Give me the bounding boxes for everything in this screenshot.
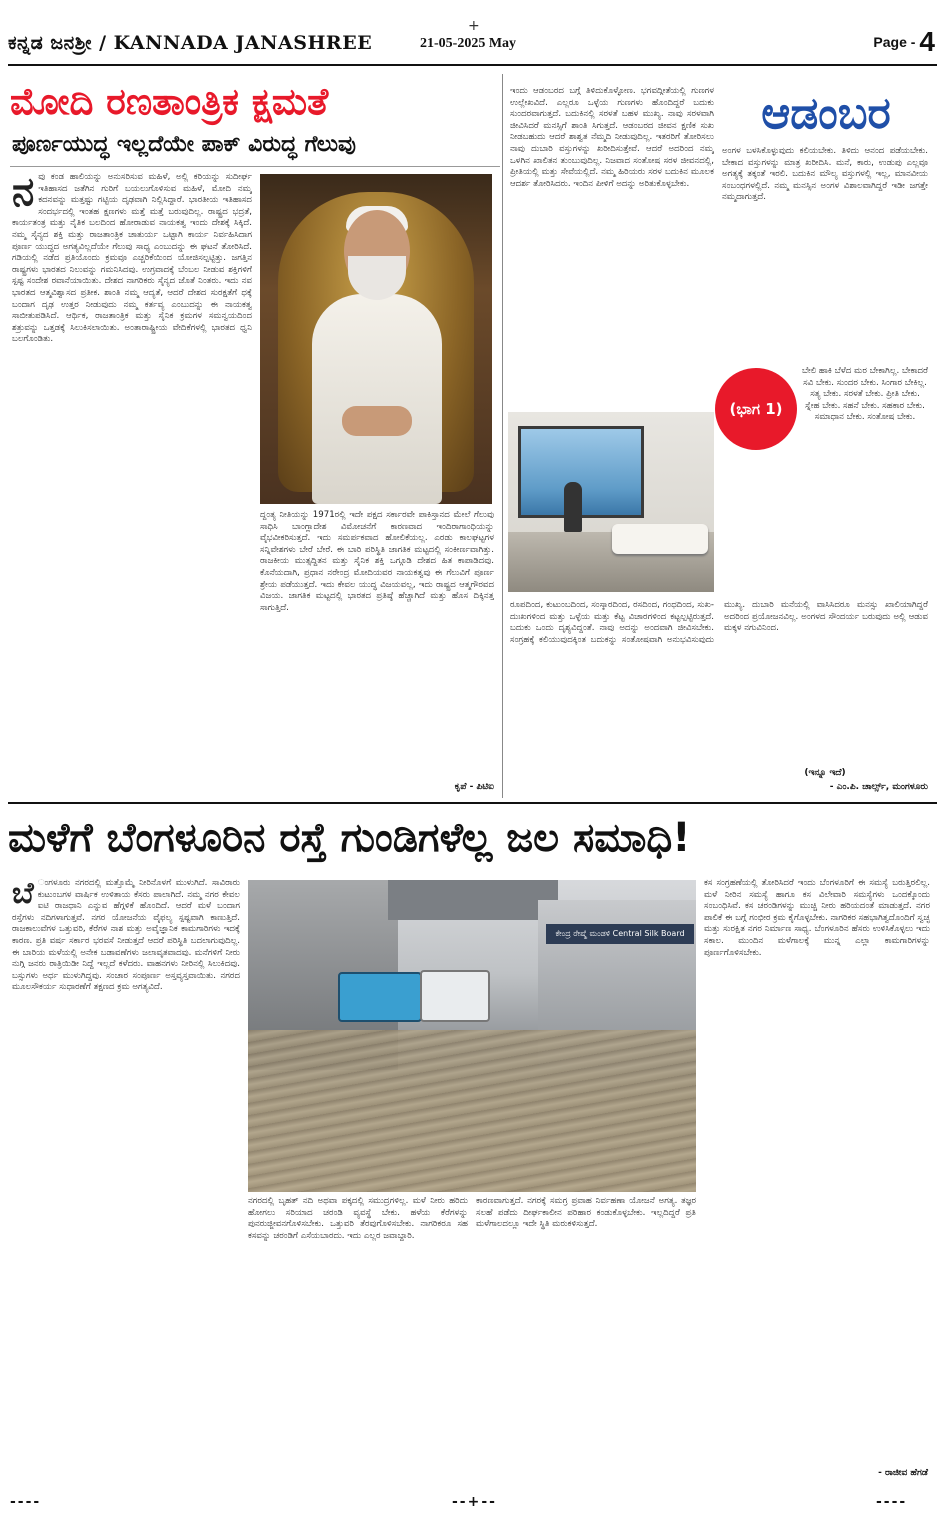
column-divider — [502, 74, 503, 798]
modi-headline: ಮೋದಿ ರಣತಾಂತ್ರಿಕ ಕ್ಷಮತೆ — [10, 80, 329, 123]
crop-mark-bottom-right: ---- — [876, 1494, 908, 1510]
page-number: 4 — [919, 26, 935, 57]
part-badge: (ಭಾಗ 1) — [715, 368, 797, 450]
adambara-col3-text: ಬೇಲಿ ಹಾಕಿ ಬೆಳೆದ ಮರ ಬೇಕಾಗಿಲ್ಲ. ಬೇಕಾದರೆ ಸವಿ ಬೇಕು. ಸುಂದರ ಬೇಕು. ಸಿಂಗಾರ ಬೇಕಿಲ್ಲ. ಸತ್ಯ ಬೇಕು. ಸರಳತೆ ಬೇಕು. ಪ್ರೀತಿ ಬೇಕು. ಸ್ನೇಹ ಬೇಕು. ಸಹನೆ ಬೇಕು. ಸಹಕಾರ ಬೇಕು. ಸಮಾಧಾನ ಬೇಕು. ಸಂತೋಷ ಬೇಕು. — [802, 366, 928, 423]
signboard: ಕೇಂದ್ರ ರೇಷ್ಮೆ ಮಂಡಳಿ Central Silk Board — [546, 924, 694, 944]
modi-column-2 — [260, 510, 494, 780]
metro-structure — [388, 880, 558, 920]
modi-col2-text: ದ್ದಂತ್ಯ ನೀತಿಯನ್ನು 1971ರಲ್ಲಿ ಇದೇ ಪಕ್ಷದ ಸರ್ಕಾರವೇ ಪಾಕಿಸ್ತಾನದ ಮೇಲೆ ಗೆಲುವು ಸಾಧಿಸಿ ಬಾಂಗ್ಲಾದೇಶ ವಿಮೋಚನೆಗೆ ಕಾರಣವಾದ ಇಂದಿರಾಗಾಂಧಿಯನ್ನು ವೈಭವೀಕರಿಸುತ್ತದೆ. ಇದು ಸಮರ್ಪಕವಾದ ಹೋಲಿಕೆಯಲ್ಲ. ಎರಡು ಕಾಲಘಟ್ಟಗಳ ಸನ್ನಿವೇಶಗಳು ಬೇರೆ ಬೇರೆ. ಈ ಬಾರಿ ಪರಿಸ್ಥಿತಿ ಜಾಗತಿಕ ಮಟ್ಟದಲ್ಲಿ ಸಂಕೀರ್ಣವಾಗಿತ್ತು. ರಾಜಕೀಯ ಮುತ್ಸದ್ದಿತನ ಮತ್ತು ಸೈನಿಕ ಶಕ್ತಿ ಒಗ್ಗೂಡಿ ದೇಶದ ಹಿತ ಕಾಪಾಡಿದವು. ಕೊನೆಯದಾಗಿ, ಪ್ರಧಾನ ನರೇಂದ್ರ ಮೋದಿಯವರ ನಾಯಕತ್ವವು ಈ ಗೆಲುವಿಗೆ ಪೂರ್ಣ ಶ್ರೇಯ ಪಡೆಯುತ್ತದೆ. ಇದು ಕೇವಲ ಯುದ್ಧ ವಿಜಯವಲ್ಲ, ಇದು ರಾಷ್ಟ್ರದ ಆತ್ಮಗೌರವದ ವಿಜಯ. ಜಾಗತಿಕ ಮಟ್ಟದಲ್ಲಿ ಭಾರತದ ಪ್ರತಿಷ್ಠೆ ಹೆಚ್ಚಾಗಿದೆ ಮತ್ತು ಹೊಸ ದಿಕ್ಕಿನತ್ತ ಸಾಗುತ್ತಿದೆ. — [260, 510, 494, 613]
adambara-column-3 — [802, 366, 928, 596]
modi-column-1 — [12, 172, 252, 794]
rain-col4-text: ಕಸ ಸಂಗ್ರಹಣೆಯಲ್ಲಿ ತೋರಿಸಿದರೆ ಇಂದು ಬೆಂಗಳೂರಿಗೆ ಈ ಸಮಸ್ಯೆ ಬರುತ್ತಿರಲಿಲ್ಲ. ಮಳೆ ನೀರಿನ ಸಮಸ್ಯೆ ಹಾಗೂ ಕಸ ವಿಲೇವಾರಿ ಸಮಸ್ಯೆಗಳು ಒಂದಕ್ಕೊಂದು ಸಂಬಂಧಿಸಿವೆ. ಕಸ ಚರಂಡಿಗಳನ್ನು ಮುಚ್ಚಿ ನೀರು ಹರಿಯದಂತೆ ಮಾಡುತ್ತದೆ. ನಗರ ಪಾಲಿಕೆ ಈ ಬಗ್ಗೆ ಗಂಭೀರ ಕ್ರಮ ಕೈಗೊಳ್ಳಬೇಕು. ನಾಗರಿಕರ ಸಹಭಾಗಿತ್ವದೊಂದಿಗೆ ಸ್ವಚ್ಛ ಮತ್ತು ಸುರಕ್ಷಿತ ನಗರ ನಿರ್ಮಾಣ ಸಾಧ್ಯ. ಬೆಂಗಳೂರಿನ ಹೆಸರು ಉಳಿಸಿಕೊಳ್ಳಲು ಇದು ಸಕಾಲ. ಮುಂದಿನ ಮಳೆಗಾಲಕ್ಕೆ ಮುನ್ನ ಎಲ್ಲಾ ಕಾಮಗಾರಿಗಳನ್ನು ಪೂರ್ಣಗೊಳಿಸಬೇಕು. — [704, 878, 930, 958]
flood-water — [248, 1030, 696, 1192]
modi-byline: ಕೃಪೆ - ಪಿಟಿಐ — [454, 782, 494, 792]
dropcap: ನ — [12, 172, 35, 215]
rain-col1-text: ಂಗಳೂರು ನಗರದಲ್ಲಿ ಮತ್ತೊಮ್ಮೆ ನೀರಿನೊಳಗೆ ಮುಳುಗಿದೆ. ಸಾವಿರಾರು ಕುಟುಂಬಗಳ ವಾರ್ಷಿಕ ಉಳಿತಾಯ ಕೆಸರು ಪಾಲಾಗಿದೆ. ನಮ್ಮ ನಗರ ಕೇವಲ ಐಟಿ ರಾಜಧಾನಿ ಎನ್ನುವ ಹೆಗ್ಗಳಿಕೆ ಹೊಂದಿದೆ. ಆದರೆ ಮಳೆ ಬಂದಾಗ ರಸ್ತೆಗಳು ನದಿಗಳಾಗುತ್ತವೆ. ನಗರ ಯೋಜನೆಯ ವೈಫಲ್ಯ ಸ್ಪಷ್ಟವಾಗಿ ಕಾಣುತ್ತಿದೆ. ರಾಜಕಾಲುವೆಗಳ ಒತ್ತುವರಿ, ಕೆರೆಗಳ ನಾಶ ಮತ್ತು ಅವೈಜ್ಞಾನಿಕ ಕಾಮಗಾರಿಗಳು ಇದಕ್ಕೆ ಕಾರಣ. ಪ್ರತಿ ವರ್ಷ ಸರ್ಕಾರ ಭರವಸೆ ನೀಡುತ್ತದೆ ಆದರೆ ಪರಿಸ್ಥಿತಿ ಬದಲಾಗುವುದಿಲ್ಲ. ಈ ಬಾರಿಯ ಮಳೆಯಲ್ಲಿ ಅನೇಕ ಬಡಾವಣೆಗಳು ಜಲಾವೃತವಾದವು. ಮನೆಗಳಿಗೆ ನೀರು ನುಗ್ಗಿ ಜನರು ರಾತ್ರಿಯಿಡೀ ನಿದ್ದೆ ಇಲ್ಲದೆ ಕಳೆದರು. ವಾಹನಗಳು ನೀರಿನಲ್ಲಿ ಸಿಲುಕಿದವು. ಬಸ್ಸುಗಳು ಅರ್ಧ ಮುಳುಗಿದ್ದವು. ಸಂಚಾರ ಸಂಪೂರ್ಣ ಅಸ್ತವ್ಯಸ್ತವಾಯಿತು. ನಗರದ ಮೂಲಸೌಕರ್ಯ ಸುಧಾರಣೆಗೆ ತಕ್ಷಣದ ಕ್ರಮ ಅಗತ್ಯವಿದೆ. — [12, 878, 240, 993]
adambara-column-1 — [510, 86, 714, 406]
adambara-bottom-text — [510, 600, 928, 768]
rain-byline: - ರಾಜೀವ ಹೆಗಡೆ — [878, 1468, 928, 1478]
sofa-shape — [612, 524, 708, 554]
bus-blue — [338, 972, 422, 1022]
adambara-author: - ಎಂ.ಪಿ. ಚಾರ್ಲ್ಸ್, ಮಂಗಳೂರು — [829, 782, 928, 792]
rain-column-3 — [476, 1196, 696, 1488]
divider — [10, 166, 500, 167]
modi-col1-text: ವು ಕಂಡ ಹಾಲಿಯನ್ನು ಅನುಸರಿಸುವ ಮಹಿಳೆ, ಅಲ್ಲಿ ಕರಿಯನ್ನು ಸುದೀರ್ಘ ಇತಿಹಾಸದ ಜತೆಗಿನ ಗುರಿಗೆ ಬಯಲುಗೊಳಿಸುವ ಮಹಿಳೆ, ಮೋದಿ ನಮ್ಮ ಕದನವನ್ನು ಮತ್ತಷ್ಟು ಗಟ್ಟಿಯ ದೃಢವಾಗಿ ನಿಲ್ಲಿಸಿದ್ದಾರೆ. ಭಾರತೀಯ ಇತಿಹಾಸದ ಸಂದರ್ಭದಲ್ಲಿ ಇಂತಹ ಕ್ಷಣಗಳು ಮತ್ತೆ ಮತ್ತೆ ಬರುವುದಿಲ್ಲ. ರಾಷ್ಟ್ರದ ಭದ್ರತೆ, ಕಾರ್ಯತಂತ್ರ ಮತ್ತು ನೈತಿಕ ಬಲದಿಂದ ಹೋರಾಡುವ ನಾಯಕತ್ವ ಇಂದು ದೇಶಕ್ಕೆ ಸಿಕ್ಕಿದೆ. ನಮ್ಮ ಸೈನ್ಯದ ಶಕ್ತಿ ಮತ್ತು ರಾಜತಾಂತ್ರಿಕ ಚಾತುರ್ಯ ಒಟ್ಟಾಗಿ ಕಾರ್ಯ ನಿರ್ವಹಿಸಿದಾಗ ಪೂರ್ಣ ಯುದ್ಧದ ಅಗತ್ಯವಿಲ್ಲದೆಯೇ ಗೆಲುವು ಸಾಧ್ಯ ಎಂಬುದನ್ನು ಈ ಘಟನೆ ತೋರಿಸಿದೆ. ಗಡಿಯಲ್ಲಿ ನಡೆದ ಪ್ರತಿಯೊಂದು ಕ್ರಮವೂ ಎಚ್ಚರಿಕೆಯಿಂದ ಯೋಜಿಸಲ್ಪಟ್ಟಿತ್ತು. ಜಗತ್ತಿನ ರಾಷ್ಟ್ರಗಳು ಭಾರತದ ನಿಲುವನ್ನು ಗಮನಿಸಿದವು. ಉಗ್ರವಾದಕ್ಕೆ ಬೆಂಬಲ ನೀಡುವ ಶಕ್ತಿಗಳಿಗೆ ಸ್ಪಷ್ಟ ಸಂದೇಶ ರವಾನೆಯಾಯಿತು. ದೇಶದ ನಾಗರಿಕರು ಸೈನ್ಯದ ಜೊತೆ ನಿಂತರು. ಇದು ನವ ಭಾರತದ ಆತ್ಮವಿಶ್ವಾಸದ ಪ್ರತೀಕ. ಶಾಂತಿ ನಮ್ಮ ಆದ್ಯತೆ, ಆದರೆ ದೇಶದ ಸುರಕ್ಷತೆಗೆ ಧಕ್ಕೆ ಬಂದಾಗ ದೃಢ ಉತ್ತರ ನೀಡುವುದು ನಮ್ಮ ಕರ್ತವ್ಯ ಎಂಬುದನ್ನು ಈ ನಾಯಕತ್ವ ಸಾಬೀತುಪಡಿಸಿದೆ. ಆರ್ಥಿಕ, ರಾಜತಾಂತ್ರಿಕ ಮತ್ತು ಸೈನಿಕ ಕ್ರಮಗಳ ಸಮನ್ವಯದಿಂದ ಶತ್ರುವನ್ನು ಒತ್ತಡಕ್ಕೆ ಸಿಲುಕಿಸಲಾಯಿತು. ಅಂತಾರಾಷ್ಟ್ರೀಯ ವೇದಿಕೆಗಳಲ್ಲಿ ಭಾರತದ ಧ್ವನಿ ಬಲಗೊಂಡಿತು. — [12, 172, 252, 345]
flood-photo — [248, 880, 696, 1192]
section-rule — [8, 802, 937, 804]
modi-subheadline: ಪೂರ್ಣಯುದ್ಧ ಇಲ್ಲದೆಯೇ ಪಾಕ್ ವಿರುದ್ಧ ಗೆಲುವು — [12, 132, 356, 157]
rain-col3-text: ಕಾರಣವಾಗುತ್ತದೆ. ನಗರಕ್ಕೆ ಸಮಗ್ರ ಪ್ರವಾಹ ನಿರ್ವಹಣಾ ಯೋಜನೆ ಅಗತ್ಯ. ತಜ್ಞರ ಸಲಹೆ ಪಡೆದು ದೀರ್ಘಕಾಲೀನ ಪರಿಹಾರ ಕಂಡುಕೊಳ್ಳಬೇಕು. ಇಲ್ಲದಿದ್ದರೆ ಪ್ರತಿ ಮಳೆಗಾಲದಲ್ಲೂ ಇದೇ ಸ್ಥಿತಿ ಮರುಕಳಿಸುತ್ತದೆ. — [476, 1196, 696, 1230]
figure-hands — [342, 406, 412, 436]
adambara-col1-text: ಇಂದು ಆಡಂಬರದ ಬಗ್ಗೆ ತಿಳಿದುಕೊಳ್ಳೋಣ. ಭಗವದ್ಗೀತೆಯಲ್ಲಿ ಗುಣಗಳ ಉಲ್ಲೇಖವಿದೆ. ಎಲ್ಲರೂ ಒಳ್ಳೆಯ ಗುಣಗಳು ಹೊಂದಿದ್ದರೆ ಬದುಕು ಸುಂದರವಾಗುತ್ತದೆ. ಬದುಕಿನಲ್ಲಿ ಸರಳತೆ ಬಹಳ ಮುಖ್ಯ. ನಾವು ಸರಳವಾಗಿ ಜೀವಿಸಿದರೆ ಮನಸ್ಸಿಗೆ ಶಾಂತಿ ಸಿಗುತ್ತದೆ. ಆಡಂಬರದ ಜೀವನ ಕ್ಷಣಿಕ ಸುಖ ನೀಡಬಹುದು ಆದರೆ ಶಾಶ್ವತ ನೆಮ್ಮದಿ ನೀಡುವುದಿಲ್ಲ. ಇತರರಿಗೆ ತೋರಿಸಲು ನಾವು ದುಬಾರಿ ವಸ್ತುಗಳನ್ನು ಖರೀದಿಸುತ್ತೇವೆ. ಆದರೆ ಅದರಿಂದ ನಮ್ಮ ಒಳಗಿನ ಖಾಲಿತನ ತುಂಬುವುದಿಲ್ಲ. ನಿಜವಾದ ಸಂತೋಷ ಸರಳ ಜೀವನದಲ್ಲಿ, ಪ್ರೀತಿಯಲ್ಲಿ ಮತ್ತು ಸೇವೆಯಲ್ಲಿದೆ. ನಮ್ಮ ಹಿರಿಯರು ಸರಳ ಬದುಕಿನ ಮೂಲಕ ಆದರ್ಶ ತೋರಿಸಿದರು. ಇಂದಿನ ಪೀಳಿಗೆ ಅದನ್ನು ಅರಿತುಕೊಳ್ಳಬೇಕು. — [510, 86, 714, 189]
rain-dropcap: ಬೆ — [12, 878, 34, 911]
adambara-col2-text: ಅಂಗಳ ಬಳಸಿಕೊಳ್ಳುವುದು ಕಲಿಯಬೇಕು. ತಿಳಿದು ಆನಂದ ಪಡೆಯಬೇಕು. ಬೇಕಾದ ವಸ್ತುಗಳನ್ನು ಮಾತ್ರ ಖರೀದಿಸಿ. ಮನೆ, ಕಾರು, ಉಡುಪು ಎಲ್ಲವೂ ಅಗತ್ಯಕ್ಕೆ ತಕ್ಕಂತೆ ಇರಲಿ. ಬದುಕಿನ ಮೌಲ್ಯ ವಸ್ತುಗಳಲ್ಲಿ ಇಲ್ಲ, ಮಾನವೀಯ ಸಂಬಂಧಗಳಲ್ಲಿದೆ. ನಮ್ಮ ಮನಸ್ಸಿನ ಅಂಗಳ ವಿಶಾಲವಾಗಿದ್ದರೆ ಇಡೀ ಜಗತ್ತೇ ನಮ್ಮದಾಗುತ್ತದೆ. — [722, 146, 928, 203]
adambara-continued: (ಇನ್ನೂ ಇದೆ) — [804, 768, 846, 778]
couple-figure — [564, 482, 582, 532]
figure-body — [312, 294, 442, 504]
adambara-column-2 — [722, 146, 928, 362]
rain-column-1 — [12, 878, 240, 1488]
rain-column-4 — [704, 878, 930, 1458]
bus-white — [420, 970, 490, 1022]
masthead — [8, 24, 937, 64]
crop-mark-bottom-center: --+-- — [452, 1494, 497, 1510]
crop-mark: + — [468, 18, 480, 34]
issue-date: 21-05-2025 May — [420, 36, 517, 51]
adambara-title: ಆಡಂಬರ — [761, 88, 891, 139]
rain-headline: ಮಳೆಗೆ ಬೆಂಗಳೂರಿನ ರಸ್ತೆ ಗುಂಡಿಗಳೆಲ್ಲ ಜಲ ಸಮಾಧಿ! — [8, 815, 691, 861]
modi-photo — [260, 174, 492, 504]
rain-col2-text: ನಗರದಲ್ಲಿ ಬೃಹತ್ ನದಿ ಅಥವಾ ಪಕ್ಕದಲ್ಲಿ ಸಮುದ್ರಗಳಿಲ್ಲ. ಮಳೆ ನೀರು ಹರಿದು ಹೋಗಲು ಸರಿಯಾದ ಚರಂಡಿ ವ್ಯವಸ್ಥೆ ಬೇಕು. ಹಳೆಯ ಕೆರೆಗಳನ್ನು ಪುನರುಜ್ಜೀವನಗೊಳಿಸಬೇಕು. ಒತ್ತುವರಿ ತೆರವುಗೊಳಿಸಬೇಕು. ನಾಗರಿಕರೂ ಸಹ ಕಸವನ್ನು ಚರಂಡಿಗೆ ಎಸೆಯಬಾರದು. ಇದು ಎಲ್ಲರ ಜವಾಬ್ದಾರಿ. — [248, 1196, 468, 1241]
masthead-title: ಕನ್ನಡ ಜನಶ್ರೀ / KANNADA JANASHREE — [8, 32, 373, 54]
rain-column-2 — [248, 1196, 468, 1488]
adambara-bottom-text-content: ರೂಪದಿಂದ, ಕುಟುಂಬದಿಂದ, ಸಂಸ್ಕಾರದಿಂದ, ರಸದಿಂದ, ಗಂಧದಿಂದ, ಸುಖ-ದುಃಖಗಳಿಂದ ಮತ್ತು ಒಳ್ಳೆಯ ಮತ್ತು ಕೆಟ್ಟ ವಿಚಾರಗಳಿಂದ ಕಟ್ಟಲ್ಪಟ್ಟಿರುತ್ತದೆ. ಬದುಕು ಒಂದು ದೃಶ್ಯವಿದ್ದಂತೆ. ನಾವು ಅದನ್ನು ಅಂದವಾಗಿ ಜೀವಿಸಬೇಕು. ಸಂಗ್ರಹಕ್ಕೆ ಕಲಿಯುವುದಕ್ಕಿಂತ ಬದುಕನ್ನು ಸಂತೋಷವಾಗಿ ಅನುಭವಿಸುವುದು ಮುಖ್ಯ. ದುಬಾರಿ ಮನೆಯಲ್ಲಿ ವಾಸಿಸಿದರೂ ಮನಸ್ಸು ಖಾಲಿಯಾಗಿದ್ದರೆ ಅದರಿಂದ ಪ್ರಯೋಜನವಿಲ್ಲ. ಅಂಗಳದ ಸೌಂದರ್ಯ ಬರುವುದು ಅಲ್ಲಿ ಆಡುವ ಮಕ್ಕಳ ನಗುವಿನಿಂದ. — [510, 600, 928, 645]
page-indicator — [873, 26, 935, 58]
room-photo — [508, 412, 714, 592]
masthead-rule — [8, 64, 937, 66]
crop-mark-bottom-left: ---- — [10, 1494, 42, 1510]
page-label: Page - — [873, 34, 916, 50]
